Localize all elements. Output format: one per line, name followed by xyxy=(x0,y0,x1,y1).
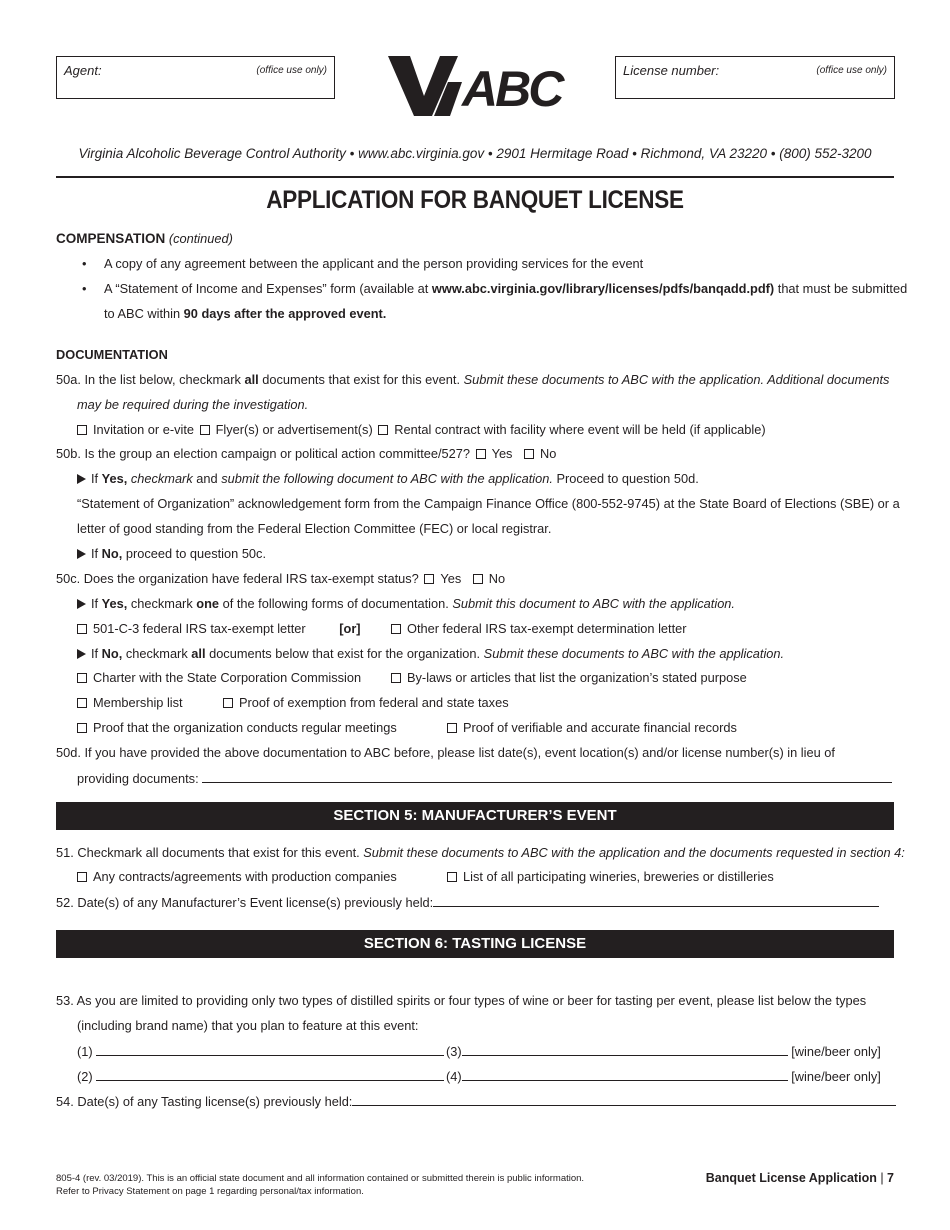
section-5-header: SECTION 5: MANUFACTURER’S EVENT xyxy=(56,802,894,830)
q50a-text-cont: may be required during the investigation. xyxy=(77,397,309,412)
q50c-no-checkbox[interactable] xyxy=(473,574,483,584)
q50b-if-yes: If Yes, checkmark and submit the following document to ABC with the application. Proceed to question 50d. xyxy=(77,471,699,487)
q50a-options: Invitation or e-vite Flyer(s) or advertisement(s) Rental contract with facility where event will be held (if applicable) xyxy=(77,422,766,438)
wineries-option: List of all participating wineries, breweries or distilleries xyxy=(447,869,774,885)
arrow-right-icon xyxy=(77,599,86,609)
agent-office-note: (office use only) xyxy=(256,65,327,76)
invitation-checkbox[interactable] xyxy=(77,425,87,435)
authority-address: Virginia Alcoholic Beverage Control Authority • www.abc.virginia.gov • 2901 Hermitage Road • Richmond, VA 23220 • (800) 552-3200 xyxy=(78,146,872,161)
arrow-right-icon xyxy=(77,549,86,559)
q50a-text: 50a. In the list below, checkmark all documents that exist for this event. Submit these documents to ABC with the application. Additional documents xyxy=(56,372,890,387)
bylaws-option: By-laws or articles that list the organization’s stated purpose xyxy=(391,670,747,686)
agent-box xyxy=(56,56,335,99)
license-number-box xyxy=(615,56,895,99)
q53-text: 53. As you are limited to providing only two types of distilled spirits or four types of wine or beer for tasting per event, please list below the types xyxy=(56,993,867,1008)
section-6-header: SECTION 6: TASTING LICENSE xyxy=(56,930,894,958)
compensation-bullet-2: • A “Statement of Income and Expenses” form (available at www.abc.virginia.gov/library/licenses/pdfs/banqadd.pdf) that must be submitted xyxy=(82,281,908,296)
membership-option: Membership list xyxy=(77,695,183,711)
contracts-option: Any contracts/agreements with production companies xyxy=(77,869,397,885)
q52-text: 52. Date(s) of any Manufacturer’s Event license(s) previously held: xyxy=(56,894,879,911)
q50d-blank-field[interactable] xyxy=(202,770,892,783)
q50c-if-yes: If Yes, checkmark one of the following forms of documentation. Submit this document to ABC with the application. xyxy=(77,596,735,612)
page-label: Banquet License Application | 7 xyxy=(705,1171,894,1185)
q50c-yes-checkbox[interactable] xyxy=(424,574,434,584)
arrow-right-icon xyxy=(77,474,86,484)
membership-checkbox[interactable] xyxy=(77,698,87,708)
501c3-checkbox[interactable] xyxy=(77,624,87,634)
q50d-text: 50d. If you have provided the above documentation to ABC before, please list date(s), event location(s) and/or license number(s) in lieu of xyxy=(56,745,835,760)
bylaws-checkbox[interactable] xyxy=(391,673,401,683)
license-office-note: (office use only) xyxy=(816,65,887,76)
q50b-yes-checkbox[interactable] xyxy=(476,449,486,459)
agent-label: Agent: xyxy=(64,63,102,78)
q50b-text: 50b. Is the group an election campaign or political action committee/527? Yes No xyxy=(56,446,557,461)
q51-text: 51. Checkmark all documents that exist for this event. Submit these documents to ABC with the application and the documents requested in section 4: xyxy=(56,845,905,860)
q50c-yes-option-2: Other federal IRS tax-exempt determination letter xyxy=(391,621,687,637)
footer-notice: 805-4 (rev. 03/2019). This is an official state document and all information contained or submitted therein is public information. Refer to Privacy Statement on page 1 regarding personal/tax information. xyxy=(56,1173,585,1197)
compensation-bullet-1: • A copy of any agreement between the applicant and the person providing services for the event xyxy=(82,256,644,271)
tasting-item-4-field[interactable] xyxy=(462,1068,788,1081)
exemption-option: Proof of exemption from federal and state taxes xyxy=(223,695,509,711)
meetings-option: Proof that the organization conducts regular meetings xyxy=(77,720,397,736)
abc-logo xyxy=(388,54,570,118)
q50b-statement-text: “Statement of Organization” acknowledgement form from the Campaign Finance Office (800-552-9745) at the State Board of Elections (SBE) or a xyxy=(77,496,900,511)
license-number-label: License number: xyxy=(623,63,720,78)
q50c-text: 50c. Does the organization have federal IRS tax-exempt status? Yes No xyxy=(56,571,506,586)
contracts-checkbox[interactable] xyxy=(77,872,87,882)
q50b-statement-text-cont: letter of good standing from the Federal Election Committee (FEC) or local registrar. xyxy=(77,521,552,536)
tasting-item-1-field[interactable] xyxy=(96,1043,444,1056)
charter-option: Charter with the State Corporation Commission xyxy=(77,670,361,686)
financial-option: Proof of verifiable and accurate financial records xyxy=(447,720,737,736)
q52-blank-field[interactable] xyxy=(433,894,879,907)
q50b-if-no: If No, proceed to question 50c. xyxy=(77,546,266,562)
financial-records-checkbox[interactable] xyxy=(447,723,457,733)
q50b-no-checkbox[interactable] xyxy=(524,449,534,459)
q53-text-cont: (including brand name) that you plan to feature at this event: xyxy=(77,1018,419,1033)
other-irs-checkbox[interactable] xyxy=(391,624,401,634)
tasting-item-2: (2) xyxy=(77,1068,444,1085)
compensation-heading: COMPENSATION (continued) xyxy=(56,231,233,246)
q50c-if-no: If No, checkmark all documents below that exist for the organization. Submit these documents to ABC with the application. xyxy=(77,646,784,662)
page-title: APPLICATION FOR BANQUET LICENSE xyxy=(266,186,684,214)
tasting-item-2-field[interactable] xyxy=(96,1068,444,1081)
tasting-item-3: (3) [wine/beer only] xyxy=(446,1044,881,1059)
header-divider xyxy=(56,176,894,178)
q50d-text-cont: providing documents: xyxy=(77,770,892,787)
documentation-heading: DOCUMENTATION xyxy=(56,347,168,362)
tasting-item-1: (1) xyxy=(77,1043,444,1060)
rental-contract-checkbox[interactable] xyxy=(378,425,388,435)
q54-blank-field[interactable] xyxy=(352,1093,896,1106)
logo-abc-text: ABC xyxy=(462,61,562,117)
tasting-item-4: (4) [wine/beer only] xyxy=(446,1069,881,1084)
flyer-checkbox[interactable] xyxy=(200,425,210,435)
arrow-right-icon xyxy=(77,649,86,659)
exemption-checkbox[interactable] xyxy=(223,698,233,708)
meetings-checkbox[interactable] xyxy=(77,723,87,733)
compensation-bullet-2-cont: to ABC within 90 days after the approved event. xyxy=(104,306,387,321)
q54-text: 54. Date(s) of any Tasting license(s) previously held: xyxy=(56,1093,896,1110)
charter-checkbox[interactable] xyxy=(77,673,87,683)
tasting-item-3-field[interactable] xyxy=(462,1043,788,1056)
wineries-checkbox[interactable] xyxy=(447,872,457,882)
q50c-yes-options: 501-C-3 federal IRS tax-exempt letter [or] xyxy=(77,621,361,637)
